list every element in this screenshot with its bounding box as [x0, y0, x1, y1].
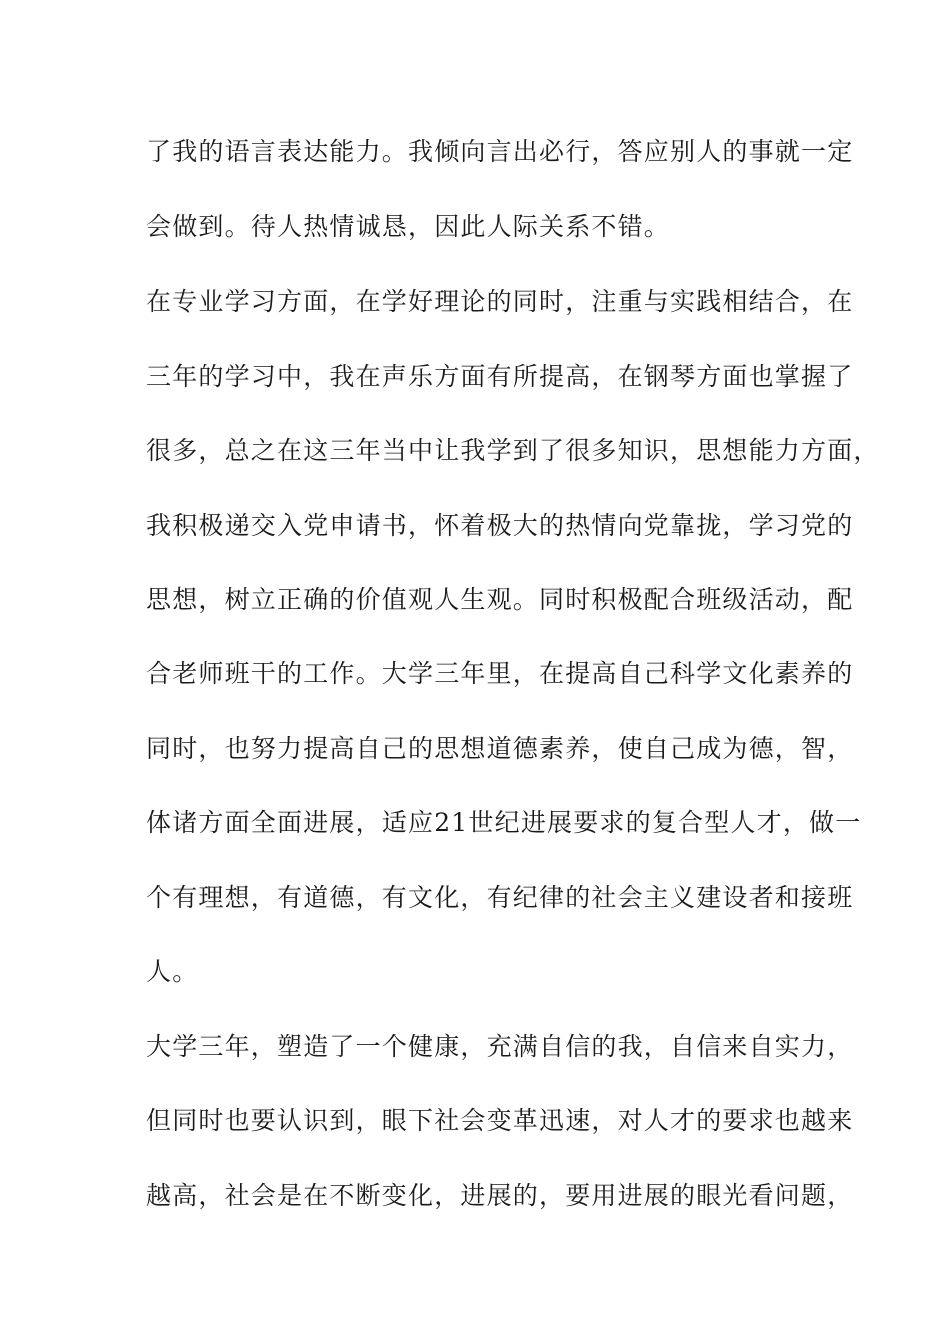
text-line: 但同时也要认识到，眼下社会变革迅速，对人才的要求也越来 [146, 1106, 854, 1135]
text-line: 三年的学习中，我在声乐方面有所提高，在钢琴方面也掌握了 [146, 362, 854, 391]
text-line: 我积极递交入党申请书，怀着极大的热情向党靠拢，学习党的 [146, 511, 854, 540]
text-line: 合老师班干的工作。大学三年里，在提高自己科学文化素养的 [146, 659, 854, 688]
text-line: 在专业学习方面，在学好理论的同时，注重与实践相结合，在 [146, 287, 854, 316]
text-line: 很多，总之在这三年当中让我学到了很多知识，思想能力方面， [146, 436, 880, 465]
text-line: 了我的语言表达能力。我倾向言出必行，答应别人的事就一定 [146, 137, 854, 166]
text-line: 个有理想，有道德，有文化，有纪律的社会主义建设者和接班 [146, 883, 854, 912]
text-line: 大学三年，塑造了一个健康，充满自信的我，自信来自实力， [146, 1032, 854, 1061]
text-line: 人。 [146, 957, 199, 986]
text-line: 会做到。待人热情诚恳，因此人际关系不错。 [146, 212, 671, 241]
text-line: 越高，社会是在不断变化，进展的，要用进展的眼光看问题， [146, 1181, 854, 1210]
text-line: 体诸方面全面进展，适应21世纪进展要求的复合型人才，做一 [146, 808, 862, 837]
text-line: 思想，树立正确的价值观人生观。同时积极配合班级活动，配 [146, 585, 854, 614]
text-line: 同时，也努力提高自己的思想道德素养，使自己成为德，智， [146, 734, 854, 763]
